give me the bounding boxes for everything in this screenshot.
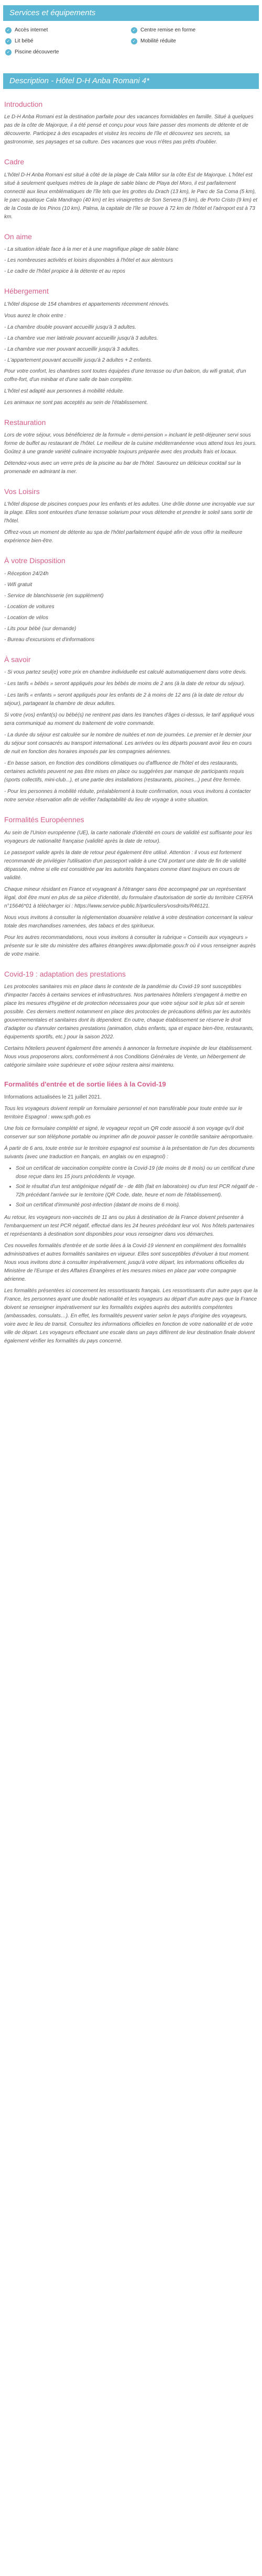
exit-paragraph: Au retour, les voyageurs non-vaccinés de 11 ans ou plus à destination de la France doivent présenter à l'embarquement un test PCR négatif, effectué dans les 24 heures précédant leur vol. Nos hôtels partenaires et représentants à destination sont disponibles pour vous renseigner dans vos démarches. [4,1214,255,1237]
list-item: • Soit un certificat de vaccination complète contre la Covid-19 (de moins de 8 mois) ou un certificat d'une dose reçue dans les 15 jours précédents le voyage. [16,1164,258,1181]
intro-paragraph: Le D-H Anba Romani est la destination parfaite pour des vacances formidables en famille. Situé à quelques pas de la côte de Majorque, il a été pensé et conçu pour vous faire passer des moments de détente et de découverte. Participez à des escapades et visitez les recoins de l'île et découvrez ses secrets, sa gastronomie, ses paysages et sa culture. Des vacances que vous n'êtes pas prêts d'oublier. [4,114,254,145]
wifi-icon: ✓ [5,27,12,33]
list-item: - La situation idéale face à la mer et à une magnifique plage de sable blanc [4,247,179,253]
exit-paragraph: Ces nouvelles formalités d'entrée et de sortie liées à la Covid-19 viennent en complément des formalités administratives et autres formalités sanitaires en vigueur. Elles sont susceptibles d'évoluer à tout moment. Nous vous invitons donc à consulter impérativement, jusqu'à votre départ, les informations officielles du Ministère de l'Europe et des Affaires Étrangères et les mesures mises en place par votre compagnie aérienne. [4,1242,250,1282]
covid-paragraph: Les protocoles sanitaires mis en place dans le contexte de la pandémie du Covid-19 sont susceptibles d'impacter l'accès à certains services et infrastructures. Nos partenaires hôteliers s'engagent à mettre en place les mesures d'hygiène et de protection nécessaires pour que votre séjour soit le plus sûr et serein possible. Ces derniers mettent notamment en place des protocoles de précautions définis par les autorités gouvernementales et sanitaires dont ils dépendent. En outre, chaque établissement se réserve le droit d'adapter ou d'annuler certaines prestations (animation, clubs enfants, spa et espace bien-être, restaurants, équipements sportifs, etc.) pour la saison 2022. [4,983,254,1040]
lodging-choice: Vous aurez le choix entre : [4,312,67,319]
exit-list [16,1164,258,1209]
section-heading: À votre Disposition [4,556,66,565]
service-label: Piscine découverte [15,49,59,55]
service-item [5,37,131,46]
list-item: - La chambre vue mer latérale pouvant accueillir jusqu'à 3 adultes. [4,335,158,341]
exit-paragraph: Les formalités présentées ici concernent les ressortissants français. Les ressortissants d'un autre pays que la France, les personnes ayant une double nationalité et les voyageurs au départ d'un autre pays que la France doivent se renseigner impérativement sur les formalités exigées auprès des autorités compétentes (ambassades, consulats…). En effet, les formalités peuvent varier selon le pays d'origine des voyageurs, voire avec le lieu de transit. Consultez les informations officielles en fonction de votre nationalité et de votre ville de départ. Les voyageurs effectuant une escale dans un pays différent de leur destination finale doivent également vérifier les formalités du pays concerné. [4,1287,258,1344]
section-heading: Cadre [4,158,25,166]
list-item: - Le cadre de l'hôtel propice à la détente et au repos [4,268,125,275]
list-item: - Location de voitures [4,603,54,610]
formalities-paragraph: Au sein de l'Union européenne (UE), la carte nationale d'identité en cours de validité est suffisante pour les voyageurs de nationalité française (validité après la date de retour). [4,830,252,844]
lodging-comfort: Pour votre confort, les chambres sont toutes équipées d'une terrasse ou d'un balcon, du wifi gratuit, d'un coffre-fort, d'un minibar et d'une salle de bain complète. [4,368,246,383]
setting-paragraph: L'hôtel D-H Anba Romani est situé à côté de la plage de Cala Millor sur la côte Est de Majorque. L'hôtel est situé à seulement quelques mètres de la plage de sable blanc de Playa del Moro, il est parfaitement connecté aux lieux emblématiques de l'île tels que les grottes du Drach (13 km), le Parc de Sa Coma (5 km), le parc aquatique Cala Mandrago (40 km) et les vinaigrettes de Son Servera (5 km), de Porto Cristo (9 km) et de la Costa de los Pinos (10 km). Palma, la capitale de l'île se trouve à 72 km de l'hôtel et l'aéroport est à 73 km. [4,172,257,220]
know-paragraph: - Si vous partez seul(e) votre prix en chambre individuelle est calculé automatiquement dans votre devis. [4,669,247,676]
know-paragraph: - Pour les personnes à mobilité réduite, préalablement à toute confirmation, nous vous invitons à contacter notre service réservation afin de vérifier l'adaptabilité du lieu de voyage à votre situation. [4,789,251,803]
list-item: - Bureau d'excursions et d'informations [4,636,95,643]
list-item: - Les nombreuses activités et loisirs disponibles à l'hôtel et aux alentours [4,257,173,264]
formalities-paragraph: Nous vous invitons à consulter la réglementation douanière relative à votre destination concernant la valeur totale des marchandises ramenées, des tabacs et des spiritueux. [4,914,253,929]
food-drinks: Détendez-vous avec un verre près de la piscine au bar de l'hôtel. Savourez un délicieux cocktail sur la promenade en admirant la mer. [4,460,241,475]
list-item: - La chambre double pouvant accueillir jusqu'à 3 adultes. [4,324,137,330]
section-heading: Covid-19 : adaptation des prestations [4,969,126,978]
formalities-paragraph: Pour les autres recommandations, nous vous invitons à consulter la rubrique « Conseils aux voyageurs » présente sur le site du ministère des affaires étrangères www.diplomatie.gouv.fr où il vous renseigner auprès de votre mairie. [4,934,256,957]
list-item: - La chambre vue mer pouvant accueillir jusqu'à 3 adultes. [4,346,140,352]
wheelchair-icon: ✓ [131,38,137,44]
service-item [131,37,257,46]
description-content [3,98,259,1346]
know-paragraph: - En basse saison, en fonction des conditions climatiques ou d'affluence de l'hôtel et des restaurants, certaines activités peuvent ne pas être mises en place ou suggérées par manque de participants requis (sports collectifs, mini-club...), et une partie des installations (restaurants, piscines...) peut être fermée. [4,760,244,783]
lodging-pets: Les animaux ne sont pas acceptés au sein de l'établissement. [4,399,148,406]
pool-icon: ✓ [5,49,12,55]
section-heading: Introduction [4,100,43,108]
leisure-paragraph-2: Offrez-vous un moment de détente au spa de l'hôtel parfaitement équipé afin de vous offrir la meilleure expérience bien-être. [4,530,243,544]
list-item: - Lits pour bébé (sur demande) [4,625,77,632]
know-paragraph: - Les tarifs « enfants » seront appliqués pour les enfants de 2 à moins de 12 ans (à la date de retour du séjour), partageant la chambre de deux adultes. [4,692,244,707]
list-item: - Service de blanchisserie (en supplément) [4,592,104,599]
exit-paragraph: Une fois ce formulaire complété et signé, le voyageur reçoit un QR code associé à son voyage qu'il doit conserver sur son téléphone portable ou imprimer afin de pouvoir passer le contrôle sanitaire aéroportuaire. [4,1125,254,1140]
formalities-paragraph: Chaque mineur résidant en France et voyageant à l'étranger sans être accompagné par un représentant légal, doit être muni en plus de sa pièce d'identité, du formulaire d'autorisation de sortie du territoire CERFA n°15646*01 à télécharger ici : https://www.service-public.fr/particuliers/vosdroits/R46121. [4,886,253,909]
list-item: • Soit un certificat d'immunité post-infection (datant de moins de 6 mois). [16,1201,258,1209]
list-item: - Location de vélos [4,614,48,621]
know-paragraph: Si votre (vos) enfant(s) ou bébé(s) ne rentrent pas dans les tranches d'âges ci-dessus, le tarif appliqué vous sera communiqué au moment du traitement de votre commande. [4,712,255,727]
know-paragraph: - Les tarifs « bébés » seront appliqués pour les bébés de moins de 2 ans (à la date de retour du séjour). [4,681,245,687]
section-heading: Hébergement [4,287,49,296]
list-item: - Wifi gratuit [4,581,32,588]
know-paragraph: - La durée du séjour est calculée sur le nombre de nuitées et non de journées. Le premier et le dernier jour du séjour sont consacrés au transport international. Les arrivées ou les départs pouvant avoir lieu en cours de nuit en fonction des horaires imposés par les compagnies aériennes. [4,732,252,755]
services-grid [5,26,257,57]
exit-paragraph: À partir de 6 ans, toute entrée sur le territoire espagnol est soumise à la présentation de l'un des documents suivants (avec une traduction en français, en anglais ou en espagnol) : [4,1145,255,1160]
section-heading: À savoir [4,655,31,664]
services-banner: Services et équipements [3,5,259,21]
lodging-access: L'hôtel est adapté aux personnes à mobilité réduite. [4,388,124,394]
service-label: Centre remise en forme [140,27,196,33]
covid-paragraph: Certains hôteliers peuvent également être amenés à annoncer la fermeture inopinée de leur établissement. Nous vous proposerons alors, conformément à nos Conditions Générales de Vente, un hébergement de catégorie similaire voire supérieure et votre séjour restera ainsi maintenu. [4,1045,253,1068]
service-item [5,26,131,35]
service-label: Mobilité réduite [140,38,176,44]
exit-updated: Informations actualisées le 21 juillet 2021. [4,1094,102,1100]
leisure-paragraph: L'hôtel dispose de piscines conçues pour les enfants et les adultes. Une drôle donne une incroyable vue sur la plage. Elles sont entourées d'une terrasse solarium pour vous détendre et prendre le soleil sans sortir de l'hôtel. [4,501,255,524]
service-item [131,26,257,35]
lodging-paragraph: L'hôtel dispose de 154 chambres et appartements récemment rénovés. [4,301,170,307]
service-label: Accès internet [15,27,48,33]
section-heading: Formalités Européennes [4,815,84,824]
formalities-paragraph: Le passeport valide après la date de retour peut également être utilisé. Attention : il vous est fortement recommandé de privilégier l'utilisation d'un passeport valide à une CNI portant une date de fin de validité dépassée, même si elle est considérée par les autorités françaises comme étant toujours en cours de validité. [4,849,246,881]
list-item: - Réception 24/24h [4,570,49,577]
list-item: - L'appartement pouvant accueillir jusqu'à 2 adultes + 2 enfants. [4,357,152,363]
food-paragraph: Lors de votre séjour, vous bénéficierez de la formule « demi-pension » incluant le petit-déjeuner servi sous forme de buffet au restaurant de l'hôtel. Le meilleur de la cuisine méditerranéenne vous attend tous les jours. Goûtez à une grande variété culinaire incroyable toujours préparée avec des produits frais et locaux. [4,432,257,455]
description-banner: Description - Hôtel D-H Anba Romani 4* [3,73,259,89]
section-heading: Formalités d'entrée et de sortie liées à la Covid-19 [4,1080,166,1088]
service-item [5,48,131,57]
list-item: • Soit le résultat d'un test antigénique négatif de - de 48h (fait en laboratoire) ou d'un test PCR négatif de - 72h précédant l'arrivée sur le territoire (QR Code, date, heure et nom de l'établissement). [16,1183,258,1200]
services-section [3,24,259,62]
crib-icon: ✓ [5,38,12,44]
section-heading: Vos Loisirs [4,487,40,496]
fitness-icon: ✓ [131,27,137,33]
service-label: Lit bébé [15,38,34,44]
section-heading: Restauration [4,418,46,427]
exit-paragraph: Tous les voyageurs doivent remplir un formulaire personnel et non transférable pour toute entrée sur le territoire Espagnol : www.spth.gob.es [4,1105,243,1120]
section-heading: On aime [4,232,32,241]
